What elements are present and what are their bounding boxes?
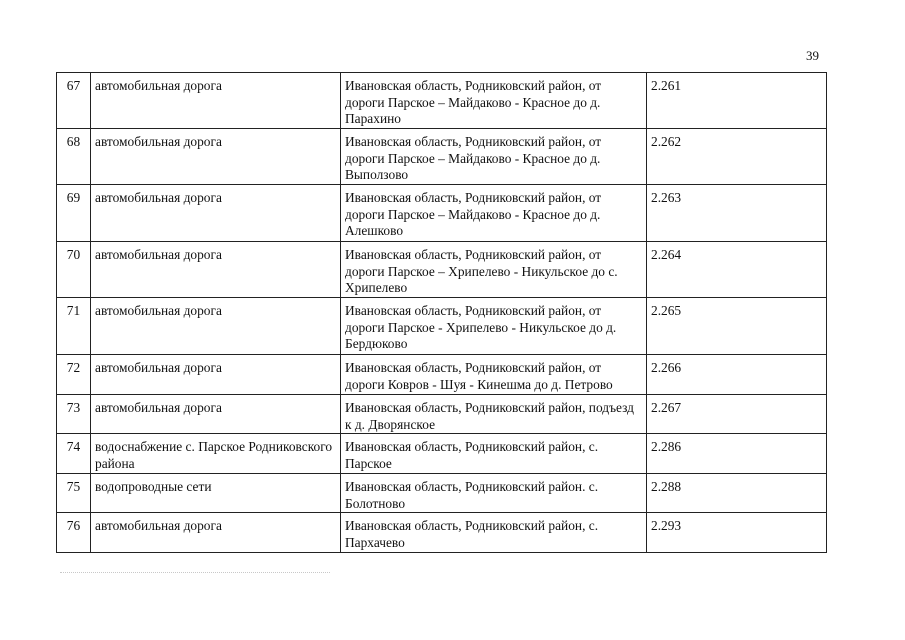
object-location: Ивановская область, Родниковский район, от дороги Парское – Хрипелево - Никульское до с. Хрипелево: [341, 242, 647, 298]
object-name: автомобильная дорога: [91, 185, 341, 242]
object-name: водоснабжение с. Парское Родниковского района: [91, 434, 341, 474]
row-number: 67: [57, 73, 91, 129]
table-row: [57, 129, 827, 185]
object-location: Ивановская область, Родниковский район. с. Болотново: [341, 474, 647, 513]
registry-code: 2.265: [647, 298, 827, 355]
object-name: автомобильная дорога: [91, 129, 341, 185]
table-row: [57, 298, 827, 355]
object-location: Ивановская область, Родниковский район, от дороги Парское – Майдаково - Красное до д. Выползово: [341, 129, 647, 185]
object-location: Ивановская область, Родниковский район, подъезд к д. Дворянское: [341, 395, 647, 434]
object-name: автомобильная дорога: [91, 298, 341, 355]
row-number: 72: [57, 355, 91, 395]
table-row: [57, 242, 827, 298]
registry-code: 2.288: [647, 474, 827, 513]
registry-code: 2.264: [647, 242, 827, 298]
object-location: Ивановская область, Родниковский район, с. Парское: [341, 434, 647, 474]
registry-code: 2.263: [647, 185, 827, 242]
object-name: автомобильная дорога: [91, 355, 341, 395]
row-number: 74: [57, 434, 91, 474]
registry-code: 2.266: [647, 355, 827, 395]
row-number: 68: [57, 129, 91, 185]
page-number: 39: [806, 48, 819, 63]
object-name: автомобильная дорога: [91, 513, 341, 553]
table-row: [57, 474, 827, 513]
row-number: 69: [57, 185, 91, 242]
row-number: 73: [57, 395, 91, 434]
registry-code: 2.262: [647, 129, 827, 185]
property-registry-table: [56, 72, 827, 553]
row-number: 71: [57, 298, 91, 355]
table-row: [57, 395, 827, 434]
table-row: [57, 73, 827, 129]
registry-code: 2.261: [647, 73, 827, 129]
registry-code: 2.267: [647, 395, 827, 434]
table-row: [57, 185, 827, 242]
object-location: Ивановская область, Родниковский район, от дороги Парское - Хрипелево - Никульское до д. Бердюково: [341, 298, 647, 355]
object-location: Ивановская область, Родниковский район, от дороги Парское – Майдаково - Красное до д. Парахино: [341, 73, 647, 129]
row-number: 75: [57, 474, 91, 513]
object-name: водопроводные сети: [91, 474, 341, 513]
registry-code: 2.286: [647, 434, 827, 474]
table-row: [57, 434, 827, 474]
scan-artifact: [60, 572, 330, 575]
object-location: Ивановская область, Родниковский район, от дороги Парское – Майдаково - Красное до д. Алешково: [341, 185, 647, 242]
table-row: [57, 355, 827, 395]
table-row: [57, 513, 827, 553]
object-name: автомобильная дорога: [91, 242, 341, 298]
object-location: Ивановская область, Родниковский район, с. Пархачево: [341, 513, 647, 553]
row-number: 76: [57, 513, 91, 553]
object-name: автомобильная дорога: [91, 395, 341, 434]
row-number: 70: [57, 242, 91, 298]
registry-code: 2.293: [647, 513, 827, 553]
object-name: автомобильная дорога: [91, 73, 341, 129]
object-location: Ивановская область, Родниковский район, от дороги Ковров - Шуя - Кинешма до д. Петрово: [341, 355, 647, 395]
